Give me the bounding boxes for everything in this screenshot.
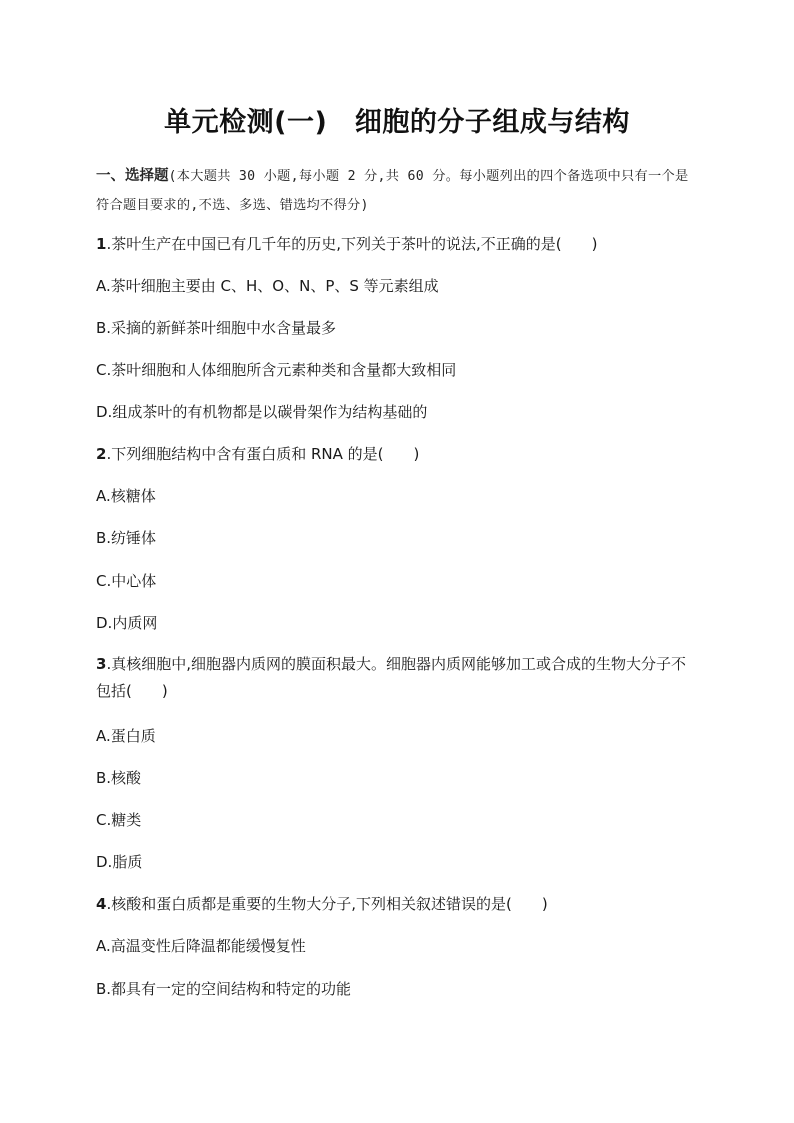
section-description: (本大题共 30 小题,每小题 2 分,共 60 分。每小题列出的四个备选项中只有一个是符合题目要求的,不选、多选、错选均不得分): [96, 169, 689, 213]
question-3-option-d: D.脂质: [96, 853, 143, 871]
question-2-option-d: D.内质网: [96, 614, 158, 632]
question-text: .核酸和蛋白质都是重要的生物大分子,下列相关叙述错误的是( ): [106, 895, 548, 913]
question-4-option-b: B.都具有一定的空间结构和特定的功能: [96, 980, 352, 998]
question-2-option-b: B.纺锤体: [96, 529, 157, 547]
question-2-option-c: C.中心体: [96, 572, 157, 590]
document-title: 单元检测(一) 细胞的分子组成与结构: [164, 107, 630, 138]
question-1-option-a: A.茶叶细胞主要由 C、H、O、N、P、S 等元素组成: [96, 277, 439, 295]
question-number: 1: [96, 235, 107, 253]
question-text: .下列细胞结构中含有蛋白质和 RNA 的是( ): [106, 445, 420, 463]
section-header: [96, 162, 696, 220]
question-1-stem: [96, 233, 597, 255]
question-3-option-c: C.糖类: [96, 811, 142, 829]
question-text: .茶叶生产在中国已有几千年的历史,下列关于茶叶的说法,不正确的是( ): [106, 235, 598, 253]
question-3-option-a: A.蛋白质: [96, 727, 156, 745]
question-4-option-a: A.高温变性后降温都能缓慢复性: [96, 937, 306, 955]
question-2-option-a: A.核糖体: [96, 487, 156, 505]
question-3-option-b: B.核酸: [96, 769, 142, 787]
question-4-stem: [96, 893, 548, 915]
question-number: 4: [96, 895, 107, 913]
question-3-stem: [96, 651, 696, 705]
question-1-option-b: B.采摘的新鲜茶叶细胞中水含量最多: [96, 319, 337, 337]
question-text: .真核细胞中,细胞器内质网的膜面积最大。细胞器内质网能够加工或合成的生物大分子不包括( ): [96, 655, 686, 700]
question-1-option-d: D.组成茶叶的有机物都是以碳骨架作为结构基础的: [96, 403, 428, 421]
question-number: 3: [96, 655, 107, 673]
question-number: 2: [96, 445, 107, 463]
question-2-stem: [96, 443, 419, 465]
section-label: 一、选择题: [96, 168, 169, 184]
question-1-option-c: C.茶叶细胞和人体细胞所含元素种类和含量都大致相同: [96, 361, 457, 379]
